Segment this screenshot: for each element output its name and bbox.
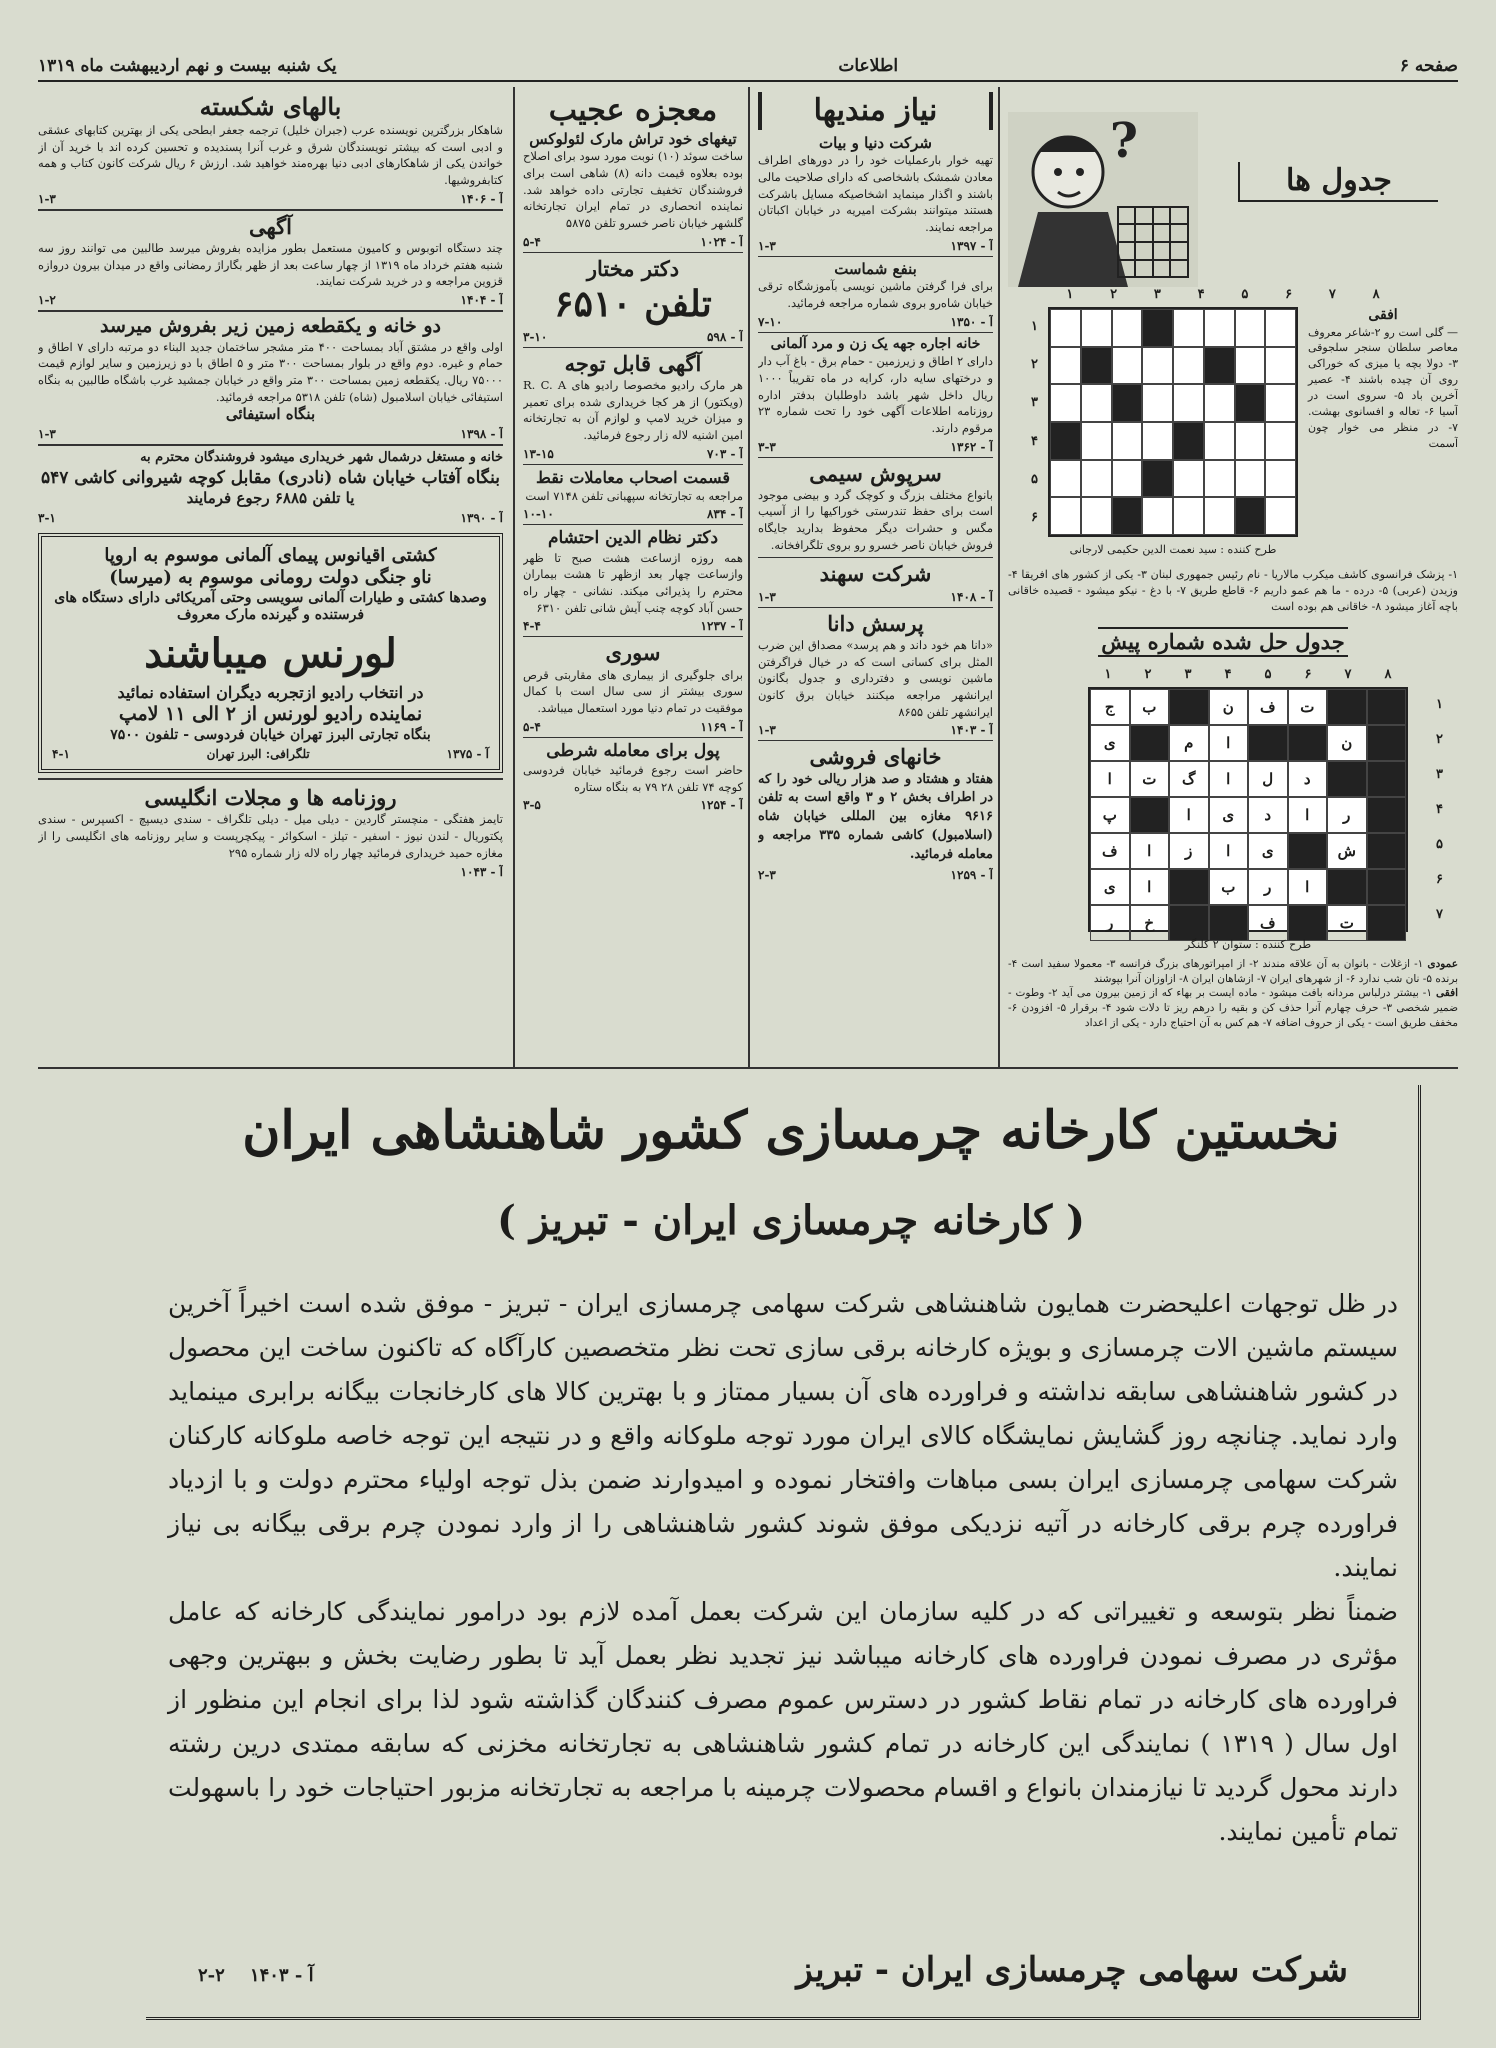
grid-block (1235, 384, 1266, 422)
solved-block (1130, 725, 1170, 761)
ref-code: آ - ۱۳۶۲ (950, 439, 993, 454)
grid-block (1204, 347, 1235, 385)
solved-cell: ف (1090, 833, 1130, 869)
ref-code: آ - ۷۰۳ (706, 446, 743, 461)
solved-block (1367, 689, 1407, 725)
row-number: ۶ (1436, 872, 1443, 887)
ref-code: آ - ۱۳۹۸ (460, 427, 503, 442)
crossword-down-clues: ۱- پزشک فرانسوی کاشف میکرب مالاریا - نام رئیس جمهوری لبنان ۳- یکی از کشور های افریقا ۴- وزیدن (عربی) ۵- درده - ما هم عمو داریم ۶- قاطع طریق ۷- با دغ - نیکو میشود - قصیده خاقانی باچه آغاز میشود ۸- خاقانی هم بوده است (1008, 568, 1458, 613)
ad-title: پول برای معامله شرطی (546, 740, 720, 761)
solved-block (1169, 869, 1209, 905)
solved-cell: ا (1130, 869, 1170, 905)
crossword-section (1008, 92, 1458, 1062)
ad-heading: پرسش دانا (827, 610, 924, 636)
ref-num: ۲-۲ (198, 1965, 225, 1986)
solved-cell: ن (1327, 725, 1367, 761)
solved-block (1169, 905, 1209, 941)
ref-code: آ - ۱۴۰۶ (460, 191, 503, 206)
grid-cell[interactable] (1173, 309, 1204, 347)
solved-down-clues (1008, 957, 1458, 986)
grid-cell[interactable] (1142, 497, 1173, 535)
solved-block (1327, 761, 1367, 797)
crossword-title: جدول ها (1238, 162, 1438, 202)
ad-ref (38, 192, 503, 206)
row-number: ۲ (1031, 356, 1038, 372)
ad-heading: تیغهای خود تراش مارک لئولوکس (529, 129, 737, 148)
ref-num: ۱۳-۱۵ (523, 446, 554, 461)
solved-cell: ی (1090, 869, 1130, 905)
ad-text: خانه و مستغل درشمال شهر خریداری میشود فروشندگان محترم به (140, 450, 503, 466)
row-number: ۱ (1436, 697, 1443, 712)
main-ad-body (168, 1282, 1398, 1854)
grid-cell[interactable] (1050, 309, 1081, 347)
row-number: ۷ (1436, 907, 1443, 922)
solved-block (1288, 725, 1328, 761)
grid-block (1173, 422, 1204, 460)
svg-text:?: ? (1109, 113, 1138, 169)
radio-brand: لورنس میباشند (144, 629, 397, 677)
grid-block (1081, 347, 1112, 385)
ad-ref (52, 747, 489, 761)
ad-text: «دانا هم خود داند و هم پرسد» مصداق این ضرب المثل برای کسانی است که در خیال فراگرفتن ماشین نویسی و دفترداری و جدول بگانون ایرانشهر مراجعه میکنند خیابان برق کانون ایرانشهر تلفن ۸۶۵۵ (758, 638, 993, 719)
solved-row-numbers (1413, 687, 1443, 932)
row-number: ۱ (1031, 318, 1038, 334)
ad-title: قسمت اصحاب معاملات نقط (536, 467, 730, 487)
ref-code: آ - ۱۴۰۴ (460, 292, 503, 307)
ad-heading: بنفع شماست (834, 259, 917, 278)
solved-block (1209, 905, 1249, 941)
grid-cell[interactable] (1081, 497, 1112, 535)
grid-cell[interactable] (1235, 347, 1266, 385)
ref-code: آ - ۱۰۴۳ (460, 864, 503, 879)
solved-crossword-title: جدول حل شده شماره پیش (1098, 627, 1348, 657)
ad-ref (38, 865, 503, 879)
grid-cell[interactable] (1265, 384, 1296, 422)
solved-cell: د (1288, 761, 1328, 797)
grid-cell[interactable] (1050, 460, 1081, 498)
ad-text: تهیه خوار بارعملیات خود را در دورهای اطراف معادن شمشک باشخاصی که دارای صلاحیت مالی باشند و اگذار مینماید اشخاصیکه مسایل باشرکت هستند میتوانند بشرکت امیریه در خیابان اکباتان مراجعه نمایند. (758, 153, 993, 234)
ad-ref (38, 511, 503, 525)
agency-phone: یا تلفن ۶۸۸۵ رجوع فرمایند (186, 489, 355, 508)
classifieds-column-2 (758, 92, 993, 1062)
ad-title: معجزه عجیب (548, 93, 718, 128)
grid-block (1142, 460, 1173, 498)
grid-cell[interactable] (1265, 347, 1296, 385)
solved-cell: ج (1090, 689, 1130, 725)
ref-code: آ - ۱۲۵۹ (950, 867, 993, 882)
ad-text: بانواع مختلف بزرگ و کوچک گرد و بیضی موجود است برای حفظ تندرستی خوراکیها را از آسیب مگس و حشرات دیگر محفوظ بدارید جایگاه فروش خیابان ناصر خسرو رو بروی تلگرافخانه. (758, 487, 993, 552)
grid-cell[interactable] (1235, 422, 1266, 460)
ref-code: آ - ۸۳۴ (706, 507, 743, 522)
newspaper-page (18, 12, 1478, 2036)
solved-cell: ی (1248, 833, 1288, 869)
ad-ref (758, 239, 993, 253)
solved-block (1327, 689, 1367, 725)
ad-ref (523, 447, 743, 461)
grid-cell[interactable] (1081, 309, 1112, 347)
solved-credit: طرح کننده : ستوان ۲ کلنگر (1184, 938, 1312, 951)
ad-text: چند دستگاه اتوبوس و کامیون مستعمل بطور مزایده بفروش میرسد طالبین می توانند روز سه شنبه هفتم خرداد ماه ۱۳۱۹ از چهار ساعت بعد از ظهر بگاراژ رمضانی واقع در میدان بیرون دروازه قزوین مراجعه و در خرید شرکت نمایند. (38, 240, 503, 289)
ref-num: ۱-۳ (38, 191, 56, 206)
solved-cell: ش (1327, 833, 1367, 869)
solved-cell: ت (1327, 905, 1367, 941)
grid-cell[interactable] (1142, 347, 1173, 385)
solved-cell: ا (1130, 833, 1170, 869)
ad-text: تایمز هفتگی - منچستر گاردین - دیلی میل - دیلی تلگراف - سندی دیسپچ - اکسپرس - سندی پکتوریال - لندن نیوز - اسفیر - تیلز - اسکوائر - پیکچرپست و سایر روزنامه های انگلیسی را از مغازه حمید خریداری فرمائید چهار راه لاله زار شماره ۲۹۵ (38, 812, 503, 860)
ref-code: آ - ۱۴۰۳ (950, 723, 993, 738)
ad-title: دو خانه و یکقطعه زمین زیر بفروش میرسد (100, 314, 441, 337)
grid-cell[interactable] (1142, 384, 1173, 422)
ad-text: حاضر است رجوع فرمائید خیابان فردوسی کوچه ۷۴ تلفن ۲۸ ۷۹ به بنگاه ستاره (523, 762, 743, 794)
solved-cell: ر (1090, 905, 1130, 941)
classifieds-column-3 (523, 92, 743, 1062)
col-number: ۶ (1285, 287, 1293, 302)
column-rule (513, 87, 515, 1067)
ad-text: هر مارک رادیو مخصوصا رادیو های R. C. A (ویکتور) از هر کجا خریداری شده برای تعمیر و میزان خرید لامپ و لوازم آن به تجارتخانه امین اشنیه لاله زار رجوع فرمائید. (523, 378, 743, 443)
col-number: ۲ (1110, 287, 1118, 302)
grid-cell[interactable] (1050, 497, 1081, 535)
grid-cell[interactable] (1204, 460, 1235, 498)
col-number: ۱ (1104, 667, 1112, 682)
grid-cell[interactable] (1204, 497, 1235, 535)
col-number: ۱ (1066, 287, 1074, 302)
solved-cell: ا (1209, 761, 1249, 797)
grid-cell[interactable] (1265, 497, 1296, 535)
ref-code: آ - ۱۳۷۵ (446, 747, 489, 762)
down-text: ۱- ازغلات - بانوان به آن علاقه مندند ۲- از امپراتورهای بزرگ فرانسه ۳- معمولا سفید است ۴- برنده ۵- نان شب ندارد ۶- از شهرهای ایران ۷- ازشاهان ایران ۸- ازاوزان آنرا بپوشند (1008, 958, 1458, 985)
solved-block (1367, 761, 1407, 797)
solved-cell: ر (1327, 797, 1367, 833)
ad-heading: خانه اجاره جهه یک زن و مرد آلمانی (770, 335, 981, 352)
solved-cell: خ (1130, 905, 1170, 941)
crossword-grid[interactable] (1048, 307, 1298, 537)
main-ad-paragraph: در ظل توجهات اعلیحضرت همایون شاهنشاهی شرکت سهامی چرمسازی ایران - تبریز - موفق شده است اخیراً آخرین سیستم ماشین الات چرمسازی و بویژه کارخانه برقی سازی تحت نظر متخصصین کارآگاه که تاکنون ساخت این محصول در کشور شاهنشاهی سابقه نداشته و فراورده های آن بسیار ممتاز و با بهترین کالا های کارخانجات بیگانه برابری مینماید وارد نماید. چنانچه روز گشایش نمایشگاه کالای ایران مورد توجه ملوکانه واقع و در نتیجه این توجه خاصه ملوکانه کارکنان شرکت سهامی چرمسازی ایران بسی مباهات وافتخار نموده و امیدوارند ضمن بذل توجه اولیاء محترم دولت و با ازدیاد فراورده چرم برقی کارخانه در آتیه نزدیکی موفق شوند کشور شاهنشاهی را از وارد نمودن چرم برقی بیگانه بی نیاز نمایند. (168, 1289, 1398, 1582)
row-number: ۲ (1436, 732, 1443, 747)
ad-ref (523, 619, 743, 633)
grid-cell[interactable] (1265, 309, 1296, 347)
ad-title: بالهای شکسته (199, 92, 342, 121)
ad-ref (758, 590, 993, 604)
ref-code: آ - ۱۱۶۹ (700, 719, 743, 734)
ad-ref (523, 330, 743, 344)
ref-num: ۴-۴ (523, 619, 541, 634)
ref-num: ۱-۳ (38, 427, 56, 442)
radio-telegraph: تلگرافی: البرز تهران (206, 747, 310, 762)
solved-block (1288, 905, 1328, 941)
ad-text: برای فرا گرفتن ماشین نویسی بآموزشگاه ترقی خیابان شاه‌رو بروی شماره مراجعه فرمائید. (758, 279, 993, 311)
solved-block (1248, 725, 1288, 761)
section-divider (38, 1067, 1458, 1069)
solved-cell: ا (1288, 797, 1328, 833)
grid-cell[interactable] (1173, 347, 1204, 385)
grid-cell[interactable] (1265, 460, 1296, 498)
ref-num: ۵-۴ (523, 234, 541, 249)
grid-cell[interactable] (1081, 422, 1112, 460)
solved-cell: ف (1248, 689, 1288, 725)
crossword-row-numbers (1008, 307, 1038, 537)
solved-across-clues (1008, 986, 1458, 1030)
col-number: ۶ (1304, 667, 1312, 682)
ad-ref (38, 293, 503, 307)
solved-cell: ل (1248, 761, 1288, 797)
grid-cell[interactable] (1081, 460, 1112, 498)
grid-cell[interactable] (1235, 460, 1266, 498)
solved-block (1367, 869, 1407, 905)
grid-cell[interactable] (1112, 460, 1143, 498)
ref-num: ۲-۳ (758, 867, 776, 882)
ad-ref (523, 507, 743, 521)
radio-ad-line: وصدها کشتی و طیارات آلمانی سویسی وحتی آمریکائی دارای دستگاه های فرستنده و گیرنده مارک معروف (54, 589, 487, 624)
ad-title: دکتر مختار (586, 255, 680, 281)
ref-num: ۱-۳ (758, 238, 776, 253)
column-rule (998, 87, 1000, 1067)
radio-ad-line: در انتخاب رادیو ازتجربه دیگران استفاده نمائید (117, 682, 424, 702)
ref-code: آ - ۱۲۵۴ (700, 798, 743, 813)
row-number: ۵ (1436, 837, 1443, 852)
solved-block (1367, 833, 1407, 869)
col-number: ۳ (1184, 667, 1192, 682)
ad-heading: سرپوش سیمی (809, 460, 942, 486)
ad-ref (523, 798, 743, 812)
grid-block (1142, 309, 1173, 347)
classifieds-column-4 (38, 92, 503, 1062)
col-number: ۸ (1384, 667, 1392, 682)
ad-text: شاهکار بزرگترین نویسنده عرب (جبران خلیل) ترجمه جعفر ابطحی یکی از بهترین کتابهای عشقی و ادبی است که بیشتر نویسندگان شرق و غرب آنرا پسندیده و تحسین کرده اند با خرید آن از خواندن یکی از شاهکارهای ادبی دنیا بهره‌مند خواهید شد. ارزش ۶ ریال شرکت کانون کتاب و همه کتابفروشیها. (38, 123, 503, 188)
solved-cell: ف (1248, 905, 1288, 941)
paper-name: اطلاعات (838, 56, 899, 76)
crossword-credit: طرح کننده : سید نعمت الدین حکیمی لارجانی (1069, 543, 1277, 556)
ad-title: آگهی (248, 213, 292, 239)
main-ad-subtitle: ( کارخانه چرمسازی ایران - تبریز ) (496, 1197, 1086, 1244)
solved-cell: ت (1288, 689, 1328, 725)
ad-ref (523, 235, 743, 249)
grid-block (1112, 384, 1143, 422)
needs-title: نیاز مندیها (758, 92, 993, 130)
ref-num: ۱۰-۱۰ (523, 507, 554, 522)
issue-date: یک شنبه بیست و نهم اردیبهشت ماه ۱۳۱۹ (38, 56, 337, 76)
row-number: ۴ (1436, 802, 1443, 817)
ad-text: مراجعه به تجارتخانه سپهبانی تلفن ۷۱۴۸ است (525, 488, 743, 503)
solved-cell: ی (1090, 725, 1130, 761)
grid-cell[interactable] (1081, 384, 1112, 422)
across-text: ۱- بیشتر درلباس مردانه بافت میشود - ماده ایست بر بهاء که از زمین بیرون می آید ۲- وطوت - ضمیر شخصی ۳- حرف چهارم آنرا حذف کن و بقیه را درهم ریز تا دلات شود ۴- برقرار ۵- افزودن ۶- مخفف طریق است - یکی از حروف اضافه ۷- هم کس به آن احتیاج دارد - یکی از اعداد (1008, 987, 1458, 1029)
ref-code: آ - ۱۳۹۰ (460, 510, 503, 525)
ad-text: همه روزه ازساعت هشت صبح تا ظهر وازساعت چهار بعد ازظهر تا هشت بیماران محترم را پذیرائی میکند. نشانی - چهار راه حسن آباد کوچه چنب آیش شانی تلفن ۶۳۱۰ (523, 550, 743, 615)
column-rule (748, 87, 750, 1067)
solved-cell: ز (1169, 833, 1209, 869)
col-number: ۳ (1153, 287, 1161, 302)
ref-num: ۱-۳ (758, 589, 776, 604)
solved-block (1169, 689, 1209, 725)
solved-cell: م (1169, 725, 1209, 761)
ad-ref (758, 723, 993, 737)
solved-clues (1008, 957, 1458, 1030)
row-number: ۶ (1031, 510, 1038, 526)
col-number: ۷ (1344, 667, 1352, 682)
solved-crossword-grid (1088, 687, 1408, 932)
crossword-cartoon (1008, 112, 1198, 287)
ref-code: آ - ۱۴۰۳ (249, 1965, 314, 1986)
row-number: ۵ (1031, 471, 1038, 487)
grid-cell[interactable] (1050, 384, 1081, 422)
ad-title: آگهی قابل توجه (564, 350, 702, 376)
solved-column-numbers (1088, 667, 1408, 682)
ad-title: دکتر نظام الدین احتشام (547, 528, 719, 549)
solved-cell: ی (1209, 797, 1249, 833)
radio-ad-line: بنگاه تجارتی البرز تهران خیابان فردوسی - تلفون ۷۵۰۰ (110, 726, 431, 743)
solved-block (1367, 725, 1407, 761)
grid-cell[interactable] (1265, 422, 1296, 460)
ref-code: آ - ۱۲۳۷ (700, 619, 743, 634)
solved-cell: پ (1090, 797, 1130, 833)
col-number: ۷ (1328, 287, 1336, 302)
ad-ref (758, 315, 993, 329)
col-number: ۵ (1264, 667, 1272, 682)
solved-cell: ا (1169, 797, 1209, 833)
main-ad-paragraph: ضمناً نظر بتوسعه و تغییراتی که در کلیه سازمان این شرکت بعمل آمده لازم بود درامور نمایندگی کارخانه که عامل مؤثری در مصرف نمودن فراورده های کارخانه میباشد نیز تجدید نظر بعمل آید تا بطور رضایت بخش و ببهترین وجهی فراورده های کارخانه در تمام نقاط کشور در دسترس عموم مصرف کنندگان گذاشته شود لذا برای انجام این منظور از اول سال ( ۱۳۱۹ ) نمایندگی این کارخانه در تمام کشور شاهنشاهی به تجارتخانه مخزنی که سابقه ممتدی درین رشته دارند محول گردید تا نیازمندان بانواع و اقسام محصولات چرمینه با مراجعه به تجارتخانه مزبور احتیاجات خود را باسهولت تمام تأمین نمایند. (168, 1597, 1398, 1846)
col-number: ۲ (1144, 667, 1152, 682)
solved-cell: ب (1130, 689, 1170, 725)
grid-cell[interactable] (1142, 422, 1173, 460)
grid-cell[interactable] (1204, 309, 1235, 347)
solved-cell: ا (1288, 869, 1328, 905)
main-ad-signature-row (198, 1950, 1348, 1990)
grid-cell[interactable] (1204, 422, 1235, 460)
col-number: ۴ (1224, 667, 1232, 682)
across-label: افقی (1368, 307, 1398, 323)
ad-ref (38, 427, 503, 441)
solved-cell: ا (1090, 761, 1130, 797)
main-ad-signature: شرکت سهامی چرمسازی ایران - تبریز (796, 1950, 1348, 1990)
solved-block (1367, 797, 1407, 833)
agency-name: بنگاه آفتاب خیابان شاه (نادری) مقابل کوچه شیروانی کاشی ۵۴۷ (40, 467, 501, 488)
solved-cell: ا (1209, 833, 1249, 869)
col-number: ۸ (1372, 287, 1380, 302)
grid-cell[interactable] (1235, 309, 1266, 347)
grid-cell[interactable] (1112, 347, 1143, 385)
ad-ref (758, 440, 993, 454)
ad-heading: خانهای فروشی (809, 744, 942, 770)
doctor-phone: تلفن ۶۵۱۰ (554, 282, 712, 325)
grid-cell[interactable] (1173, 460, 1204, 498)
grid-cell[interactable] (1173, 384, 1204, 422)
masthead (38, 52, 1458, 82)
cartoon-illustration (1008, 112, 1198, 287)
main-ad-ref (198, 1965, 314, 1986)
across-text: — گلی است رو ۲-شاعر معروف معاصر سلطان سنجر سلجوقی ۳- دولا بچه یا میزی که خوراکی روی آن چیده باشند ۴- عصیر آخرین باد ۵- سروی است در آسیا ۶- تعاله و افسانوی بهشت. ۷- در منظر می خوار چون آسمت (1308, 325, 1458, 451)
row-number: ۳ (1436, 767, 1443, 782)
solved-block (1327, 869, 1367, 905)
ref-num: ۴-۱ (52, 747, 70, 762)
radio-ad-line: نماینده رادیو لورنس از ۲ الی ۱۱ لامپ (118, 702, 423, 725)
grid-block (1050, 422, 1081, 460)
ad-text: اولی واقع در مشتق آباد بمساحت ۴۰۰ متر مشجر ساختمان جدید البناء دو مرتبه دارای ۷ اطاق و حمام و غیره. دوم واقع در بلوار بمساحت ۳۰۰ متر و ۵ اطاق با دو زیرزمین و سایر لوازم قیمت ۷۵۰۰۰ ریال. یکقطعه زمین بمساحت ۳۰۰ متر واقع در خیابان جمشید غرب باشگاه طالبین به بنگاه استیفائی خیابان اسلامبول (شاه) تلفن ۵۳۱۸ مراجعه فرمائید. (38, 339, 503, 404)
grid-cell[interactable] (1204, 384, 1235, 422)
ref-code: آ - ۱۳۵۰ (950, 314, 993, 329)
row-number: ۳ (1031, 395, 1038, 411)
solved-block (1367, 905, 1407, 941)
radio-ad (38, 533, 503, 773)
ref-num: ۱-۲ (38, 292, 56, 307)
grid-block (1112, 497, 1143, 535)
grid-cell[interactable] (1050, 347, 1081, 385)
ref-num: ۱-۳ (758, 723, 776, 738)
ad-title: سوری (605, 640, 661, 666)
grid-cell[interactable] (1112, 309, 1143, 347)
ad-text: برای جلوگیری از بیماری های مقاربتی قرص سوری بیشتر از سی سال است با کمال موفقیت در تمام دنیا مورد استعمال میباشد. (523, 667, 743, 715)
crossword-across-clues (1308, 307, 1458, 452)
solved-cell: ب (1209, 869, 1249, 905)
ref-code: آ - ۱۴۰۸ (950, 589, 993, 604)
ref-code: آ - ۱۰۲۴ (700, 234, 743, 249)
ad-ref (758, 868, 993, 882)
grid-block (1235, 497, 1266, 535)
col-number: ۵ (1241, 287, 1249, 302)
main-ad-title: نخستین کارخانه چرمسازی کشور شاهنشاهی ایران (242, 1100, 1340, 1161)
ref-num: ۳-۱۰ (523, 329, 548, 344)
grid-cell[interactable] (1173, 497, 1204, 535)
ad-heading: شرکت دنیا و بیات (819, 133, 932, 152)
ref-num: ۵-۴ (523, 719, 541, 734)
ref-num: ۳-۵ (523, 798, 541, 813)
radio-ad-line: کشتی اقیانوس پیمای آلمانی موسوم به اروپا (104, 544, 437, 566)
down-label: عمودی (1427, 958, 1458, 970)
across-label: افقی (1436, 987, 1458, 1000)
page-number: صفحه ۶ (1399, 56, 1458, 76)
ad-title: روزنامه ها و مجلات انگلیسی (144, 785, 397, 811)
ad-text: هفتاد و هشتاد و صد هزار ریالی خود را که در اطراف بخش ۲ و ۳ واقع است به تلفن ۹۶۱۶ مغازه بین المللی خیابان شاه (اسلامبول) کاشی شماره ۳۳۵ مراجعه و معامله فرمائید. (758, 771, 993, 862)
row-number: ۴ (1031, 433, 1038, 449)
solved-block (1130, 797, 1170, 833)
solved-cell: ن (1209, 689, 1249, 725)
solved-cell: ا (1209, 725, 1249, 761)
ad-heading: شرکت سهند (819, 560, 932, 586)
ad-text: ساخت سوئد (۱۰) نوبت مورد سود برای اصلاح بوده بعلاوه قیمت دانه (۸) شاهی است برای فروشندگان تخفیف تجارتی داده خواهد شد. نماینده انحصاری در تمام ایران تجارتخانه گلشهر خیابان ناصر خسرو تلفن ۵۸۷۵ (523, 149, 743, 230)
solved-block (1288, 833, 1328, 869)
ref-num: ۷-۱۰ (758, 314, 783, 329)
radio-ad-line: ناو جنگی دولت رومانی موسوم به (میرسا) (109, 567, 432, 589)
grid-cell[interactable] (1112, 422, 1143, 460)
solved-cell: ر (1248, 869, 1288, 905)
agency-name: بنگاه استیفائی (225, 405, 316, 424)
ref-code: آ - ۱۳۹۷ (950, 238, 993, 253)
ref-code: آ - ۵۹۸ (706, 329, 743, 344)
solved-cell: ت (1130, 761, 1170, 797)
ad-ref (523, 720, 743, 734)
crossword-column-numbers (1048, 287, 1398, 302)
col-number: ۴ (1197, 287, 1205, 302)
ref-num: ۳-۳ (758, 439, 776, 454)
solved-cell: گ (1169, 761, 1209, 797)
ref-num: ۳-۱ (38, 510, 56, 525)
solved-cell: د (1248, 797, 1288, 833)
ad-text: دارای ۲ اطاق و زیرزمین - حمام برق - باغ آب دار و درختهای سایه دار، کرایه در ماه تقریباً ۱۰۰۰ ریال داخل شهر باشد داوطلبان بدفتر اداره روزنامه اطلاعات آگهی خود را تحت شماره ۲۳ مرقوم دارند. (758, 354, 993, 435)
